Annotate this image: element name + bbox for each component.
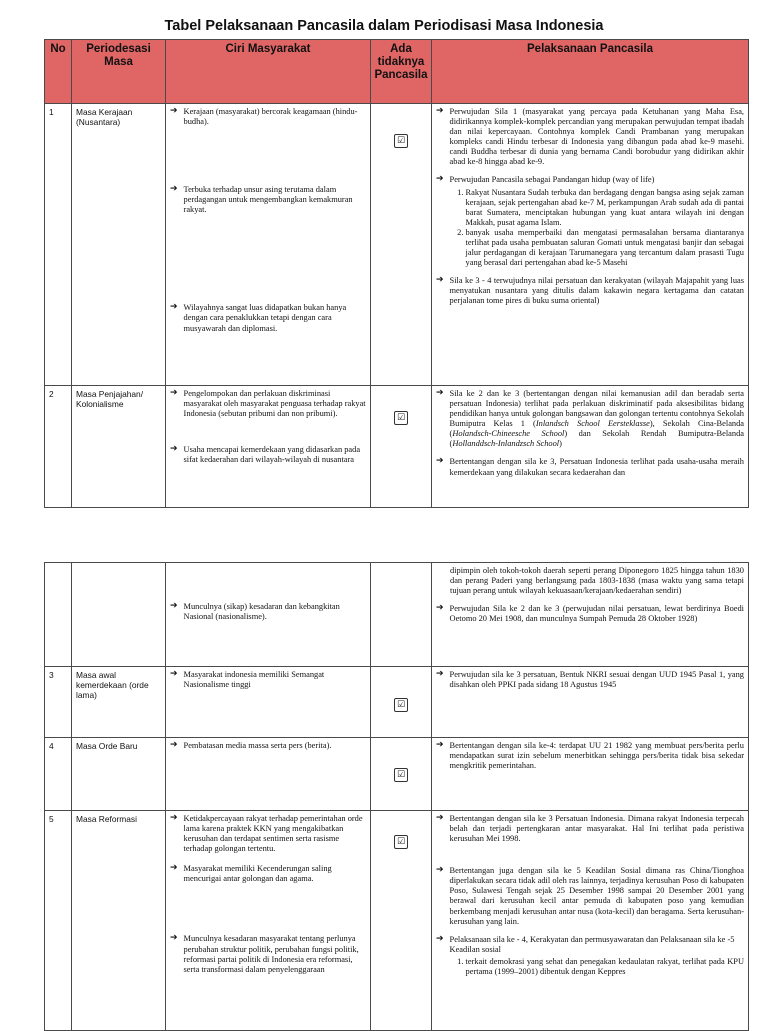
pancasila-check-cell	[371, 104, 432, 386]
sublist-item: 1. Rakyat Nusantara Sudah terbuka dan berdagang dengan bangsa asing sejak zaman kerajaan, sejak pertengahan abad ke-7 M, perkampungan Arab sudah ada di pantai barat Sumatera, menciptakan hubungan yang kuat antara wilayah ini dengan Makkah, pusat agama Islam.	[466, 188, 744, 228]
pancasila-check-cell	[371, 667, 432, 738]
arrow-icon: ➔	[436, 740, 444, 750]
pelaksanaan-cell	[432, 104, 749, 386]
pelaksanaan-cell	[432, 811, 749, 1031]
checked-checkbox-icon[interactable]: ☑	[394, 698, 408, 712]
arrow-icon: ➔	[170, 669, 178, 679]
ciri-cell	[166, 811, 371, 1031]
list-item: ➔ Perwujudan Pancasila sebagai Pandangan hidup (way of life) 1. Rakyat Nusantara Sudah terbuka dan berdagang dengan bangsa asing sejak zaman kerajaan, sejak pertengahan abad ke-7 M, perkampungan Arab sudah ada di pantai barat Sumatera, menciptakan hubungan yang kuat antara wilayah ini dengan Makkah, pusat agama Islam. 2. banyak usaha memperbaiki dan mengatasi permasalahan bersama diantaranya terlihat pada usaha pembuatan saluran Gomati untuk mengatasi banjir dan sebagai jalur perdagangan di kerajaan Tarumanegara yang tercantum dalam prasasti Tugu yang berasal dari pertengahan abad ke-5 Masehi	[436, 175, 744, 268]
list-item: ➔ Bertentangan dengan sila ke-4: terdapat UU 21 1982 yang membuat pers/berita perlu mendapatkan surat izin sebelum menerbitkan sehingga pers/berita tidak bisa sekedar mengkritik pemerintahan.	[436, 740, 744, 771]
list-item: ➔ Perwujudan sila ke 3 persatuan, Bentuk NKRI sesuai dengan UUD 1945 Pasal 1, yang disahkan oleh PPKI pada sidang 18 Agustus 1945	[436, 669, 744, 690]
table-row	[45, 667, 749, 738]
pancasila-check-cell	[371, 811, 432, 1031]
list-item: ➔ Perwujudan Sila 1 (masyarakat yang percaya pada Ketuhanan yang Maha Esa, didirikannya komplek-komplek percandian yang merupakan perwujudan tempat ibadah dan nilai kepercayaan. Contohnya komplek Candi Prambanan yang merupakan kompleks candi Hindu terbesar di Indonesia yang dibangun pada abad ke-9 masehi. candi Buddha terbesar di dunia yang bernama Candi borobudur yang didirikan akhir abad ke-8 hingga abad ke-9.	[436, 106, 744, 167]
row-number: 2	[45, 386, 72, 508]
arrow-icon: ➔	[170, 933, 178, 944]
pancasila-check-cell	[371, 738, 432, 811]
list-item: ➔ Sila ke 3 - 4 terwujudnya nilai persatuan dan kerakyatan (wilayah Majapahit yang luas menyatukan nusantara yang ditulis dalam kakawin negara kertagama dan catatan perjalanan tome pires di buku suma oriental)	[436, 275, 744, 306]
table-row	[45, 738, 749, 811]
arrow-icon: ➔	[170, 740, 178, 750]
row-number: 5	[45, 811, 72, 1031]
period-name: Masa Reformasi	[72, 811, 166, 1031]
list-item: ➔ Ketidakpercayaan rakyat terhadap pemerintahan orde lama karena praktek KKN yang mengakibatkan kerusuhan dan terdapat sentimen serta rasisme terhadap golongan tertentu.	[170, 813, 363, 854]
arrow-icon: ➔	[170, 184, 178, 195]
pancasila-table-part-1	[44, 39, 749, 508]
ciri-cell	[166, 386, 371, 508]
checked-checkbox-icon[interactable]: ☑	[394, 768, 408, 782]
row-number: 3	[45, 667, 72, 738]
list-item: ➔ Terbuka terhadap unsur asing terutama dalam perdagangan untuk mengembangkan kemakmuran rakyat.	[170, 184, 353, 215]
list-item: ➔ Masyarakat indonesia memiliki Semangat Nasionalisme tinggi	[170, 669, 325, 690]
list-item: ➔ Bertentangan juga dengan sila ke 5 Keadilan Sosial dimana ras China/Tionghoa diperlakukan secara tidak adil oleh ras lainnya, terjadinya kerusuhan Poso di kabupaten Poso, Sulawesi Tengah sejak 25 Desember 1998 sampai 20 Desember 2001 yang berawal dari kerusuhan kecil antar pemuda di kabupaten poso yang kemudian berkembang menjadi kerusuhan antar nusa (kota-kecil) dan beragama. Serta kerusuhan-kerusuhan yang lain.	[436, 865, 744, 926]
list-item: ➔ Wilayahnya sangat luas didapatkan bukan hanya dengan cara penaklukkan tetapi dengan cara musyawarah dan diplomasi.	[170, 302, 347, 333]
header-ciri-masyarakat: Ciri Masyarakat	[166, 40, 371, 104]
arrow-icon: ➔	[436, 865, 444, 876]
arrow-icon: ➔	[436, 174, 444, 185]
list-item: ➔ Bertentangan dengan sila ke 3, Persatuan Indonesia terlihat pada usaha-usaha meraih kemerdekaan yang dilakukan secara kedaerahan dan	[436, 456, 744, 477]
arrow-icon: ➔	[436, 669, 444, 679]
checked-checkbox-icon[interactable]: ☑	[394, 835, 408, 849]
period-name: Masa awal kemerdekaan (orde lama)	[72, 667, 166, 738]
list-item: ➔ Bertentangan dengan sila ke 3 Persatuan Indonesia. Dimana rakyat Indonesia terpecah belah dan terjadi pertengkaran antar masyarakat. Hal Ini terlihat pada peristiwa kerusuhan Mei 1998.	[436, 813, 744, 844]
period-name: Masa Penjajahan/ Kolonialisme	[72, 386, 166, 508]
list-item: ➔ Sila ke 2 dan ke 3 (bertentangan dengan nilai kemanusian adil dan beradab serta persatuan Indonesia) terlihat pada perlakuan diskriminatif pada aksesibilitas bidang pendidikan hanya untuk golongan bangsawan dan golongan tertentu contohnya Sekolah Bumiputra Kelas 1 (Inlandsch School Eersteklasse), Sekolah Cina-Belanda (Holandsch-Chineesche School) dan Sekolah Rendah Bumiputra-Belanda (Hollanddsch-Inlandzsch School)	[436, 388, 744, 449]
arrow-icon: ➔	[436, 106, 444, 116]
list-item: ➔ Masyarakat memiliki Kecenderungan saling mencurigai antar golongan dan agama.	[170, 863, 332, 884]
arrow-icon: ➔	[436, 603, 444, 614]
list-item: ➔ Munculnya (sikap) kesadaran dan kebangkitan Nasional (nasionalisme).	[170, 601, 340, 622]
arrow-icon: ➔	[170, 863, 178, 874]
numbered-sublist	[450, 188, 744, 269]
list-item: ➔ Munculnya kesadaran masyarakat tentang perlunya perubahan struktur politik, perubahan fungsi politik, reformasi partai politik di Indonesia era reformasi, serta transformasi dalam penyelenggaraan	[170, 933, 359, 974]
ciri-cell	[166, 667, 371, 738]
checked-checkbox-icon[interactable]: ☑	[394, 134, 408, 148]
document-title: Tabel Pelaksanaan Pancasila dalam Periodisasi Masa Indonesia	[164, 18, 604, 34]
row-number: 1	[45, 104, 72, 386]
arrow-icon: ➔	[436, 275, 444, 286]
header-pelaksanaan-pancasila: Pelaksanaan Pancasila	[432, 40, 749, 104]
ciri-cell	[166, 104, 371, 386]
sublist-item: 1. terkait demokrasi yang sehat dan penegakan kedaulatan rakyat, terlihat pada KPU pertama (1999–2001) dibentuk dengan Keppres	[466, 957, 744, 977]
arrow-icon: ➔	[436, 456, 444, 467]
period-name: Masa Kerajaan (Nusantara)	[72, 104, 166, 386]
arrow-icon: ➔	[170, 444, 178, 455]
row-number: 4	[45, 738, 72, 811]
table-header-row	[45, 40, 749, 104]
header-ada-tidaknya-pancasila: Ada tidaknya Pancasila	[371, 40, 432, 104]
arrow-icon: ➔	[436, 388, 444, 398]
table-row	[45, 811, 749, 1031]
pelaksanaan-cell	[432, 667, 749, 738]
arrow-icon: ➔	[170, 388, 178, 398]
pelaksanaan-cell	[432, 386, 749, 508]
arrow-icon: ➔	[170, 106, 178, 116]
arrow-icon: ➔	[436, 813, 444, 823]
list-item: ➔ Kerajaan (masyarakat) bercorak keagamaan (hindu-budha).	[170, 106, 358, 127]
pelaksanaan-cell: dipimpin oleh tokoh-tokoh daerah seperti perang Diponegoro 1825 hingga tahun 1830 dan perang Paderi yang berlangsung pada 1803-1838 (masa waktu yang sama tetapi tujuan perang untuk wilayah kekuasaan/kerajaan/kedaerahan sendiri) ➔ Perwujudan Sila ke 2 dan ke 3 (perwujudan nilai persatuan, lewat berdirinya Boedi Oetomo 20 Mei 1908, dan munculnya Sumpah Pemuda 28 Oktober 1928)	[432, 563, 749, 667]
pancasila-table-part-2	[44, 562, 749, 1031]
ciri-cell	[166, 738, 371, 811]
table-row	[45, 386, 749, 508]
sublist-item: 2. banyak usaha memperbaiki dan mengatasi permasalahan bersama diantaranya terlihat pada usaha pembuatan saluran Gomati untuk mengatasi banjir dan sebagai jalur perdagangan di kerajaan Tarumanegara yang tercantum dalam prasasti Tugu yang berasal dari pertengahan abad ke-5 Masehi	[466, 228, 744, 268]
list-item: ➔ Perwujudan Sila ke 2 dan ke 3 (perwujudan nilai persatuan, lewat berdirinya Boedi Oetomo 20 Mei 1908, dan munculnya Sumpah Pemuda 28 Oktober 1928)	[436, 603, 744, 624]
pancasila-check-cell	[371, 386, 432, 508]
header-no: No	[45, 40, 72, 104]
list-item: ➔ Pelaksanaan sila ke - 4, Kerakyatan dan permusyawaratan dan Pelaksanaan sila ke -5 Keadilan sosial 1. terkait demokrasi yang sehat dan penegakan kedaulatan rakyat, terlihat pada KPU pertama (1999–2001) dibentuk dengan Keppres	[436, 935, 744, 977]
ciri-cell	[166, 563, 371, 667]
list-item: ➔ Pengelompokan dan perlakuan diskriminasi masyarakat oleh masyarakat penguasa terhadap rakyat Indonesia (sebutan pribumi dan non pribumi).	[170, 388, 366, 419]
header-periodesasi-masa: Periodesasi Masa	[72, 40, 166, 104]
arrow-icon: ➔	[170, 601, 178, 611]
checked-checkbox-icon[interactable]: ☑	[394, 411, 408, 425]
table-row	[45, 563, 749, 667]
period-name: Masa Orde Baru	[72, 738, 166, 811]
arrow-icon: ➔	[170, 302, 178, 313]
list-item: ➔ Usaha mencapai kemerdekaan yang didasarkan pada sifat kedaerahan dari wilayah-wilayah di nusantara	[170, 444, 361, 465]
arrow-icon: ➔	[436, 933, 444, 944]
numbered-sublist	[450, 957, 744, 977]
list-item: ➔ Pembatasan media massa serta pers (berita).	[170, 740, 332, 750]
arrow-icon: ➔	[170, 813, 178, 823]
pelaksanaan-cell	[432, 738, 749, 811]
table-row	[45, 104, 749, 386]
